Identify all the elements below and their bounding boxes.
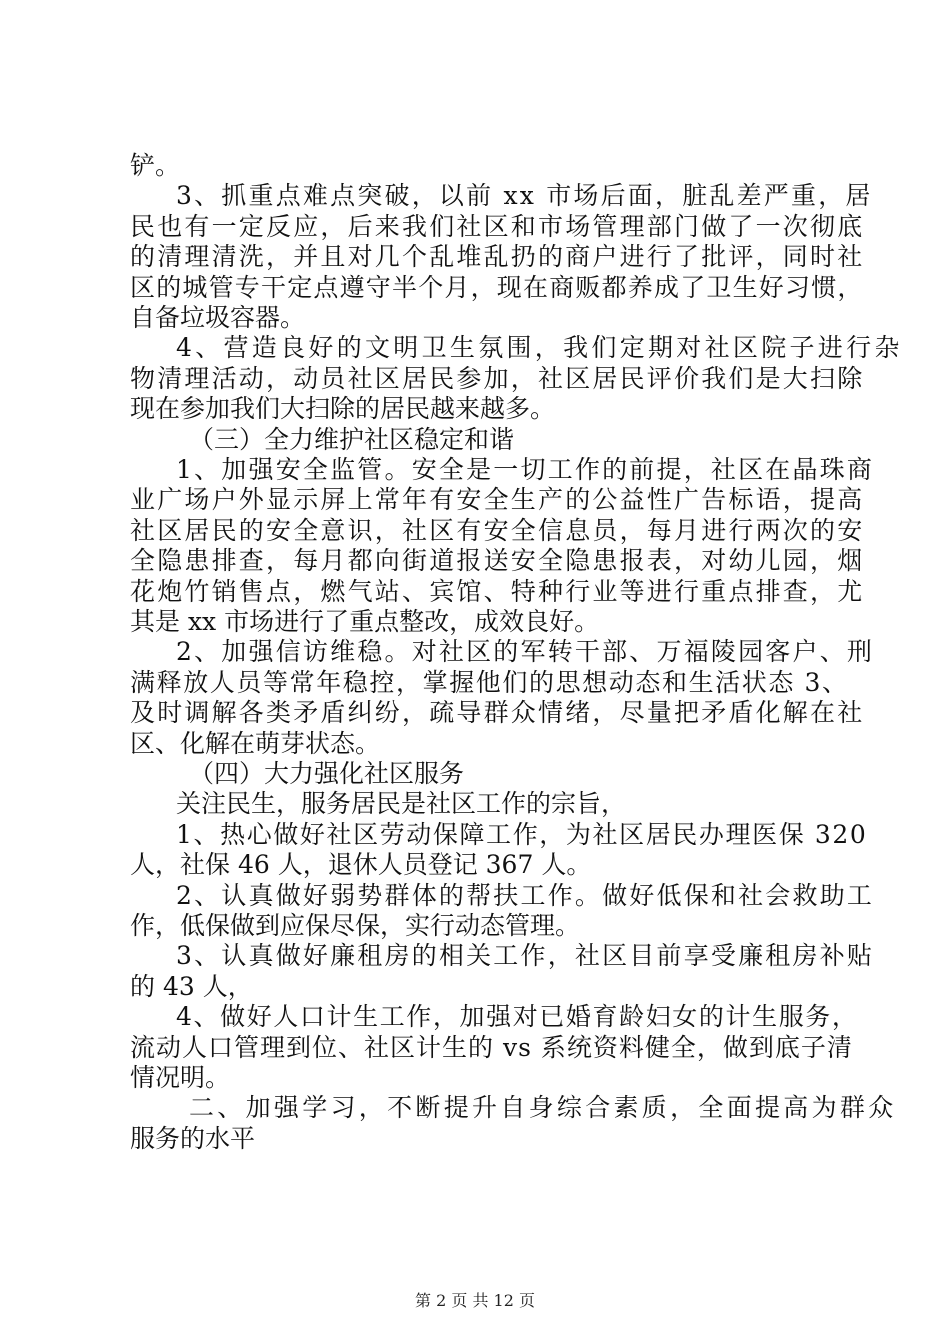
text-line: 作，低保做到应保尽保，实行动态管理。 <box>130 911 581 940</box>
text-line: 全隐患排查，每月都向街道报送安全隐患报表，对幼儿园，烟 <box>130 546 865 576</box>
text-line: 业广场户外显示屏上常年有安全生产的公益性广告标语，提高 <box>130 485 865 515</box>
text-line: 区、化解在萌芽状态。 <box>130 728 381 758</box>
text-line: 4、做好人口计生工作，加强对已婚育龄妇女的计生服务， <box>176 1002 859 1032</box>
text-line: 民也有一定反应，后来我们社区和市场管理部门做了一次彻底 <box>130 211 865 241</box>
text-line: 1、热心做好社区劳动保障工作，为社区居民办理医保 320 <box>176 819 868 849</box>
text-line: 4、营造良好的文明卫生氛围，我们定期对社区院子进行杂 <box>176 333 903 363</box>
text-line: 社区居民的安全意识，社区有安全信息员，每月进行两次的安 <box>130 515 865 545</box>
text-line: （三）全力维护社区稳定和谐 <box>189 424 515 454</box>
text-line: 现在参加我们大扫除的居民越来越多。 <box>130 394 556 424</box>
text-line: 3、认真做好廉租房的相关工作，社区目前享受廉租房补贴 <box>176 941 875 971</box>
text-line: 服务的水平 <box>130 1123 256 1153</box>
text-line: 区的城管专干定点遵守半个月，现在商贩都养成了卫生好习惯， <box>130 272 864 302</box>
text-line: 1、加强安全监管。安全是一切工作的前提，社区在晶珠商 <box>176 455 875 484</box>
text-line: 人，社保 46 人，退休人员登记 367 人。 <box>130 850 592 880</box>
text-line: 铲。 <box>130 151 181 180</box>
page-footer: 第 2 页 共 12 页 <box>415 1291 535 1310</box>
text-line: 其是 xx 市场进行了重点整改，成效良好。 <box>130 607 600 636</box>
text-line: 2、加强信访维稳。对社区的军转干部、万福陵园客户、刑 <box>176 637 875 667</box>
text-line: 流动人口管理到位、社区计生的 vs 系统资料健全，做到底子清 <box>130 1032 853 1062</box>
text-line: 关注民生，服务居民是社区工作的宗旨， <box>176 789 627 819</box>
text-line: 3、抓重点难点突破，以前 xx 市场后面，脏乱差严重，居 <box>176 181 873 211</box>
text-line: 花炮竹销售点，燃气站、宾馆、特种行业等进行重点排查，尤 <box>130 576 865 606</box>
text-line: 自备垃圾容器。 <box>130 303 306 332</box>
text-line: 的清理清洗，并且对几个乱堆乱扔的商户进行了批评，同时社 <box>130 242 865 272</box>
text-line: 满释放人员等常年稳控，掌握他们的思想动态和生活状态 3、 <box>130 667 849 697</box>
text-line: 物清理活动，动员社区居民参加，社区居民评价我们是大扫除 <box>130 363 865 393</box>
text-line: 2、认真做好弱势群体的帮扶工作。做好低保和社会救助工 <box>176 880 875 910</box>
text-line: （四）大力强化社区服务 <box>189 759 465 788</box>
text-line: 二、加强学习，不断提升自身综合素质，全面提高为群众 <box>189 1093 897 1123</box>
text-line: 情况明。 <box>130 1063 231 1092</box>
text-line: 的 43 人， <box>130 971 253 1001</box>
text-line: 及时调解各类矛盾纠纷，疏导群众情绪，尽量把矛盾化解在社 <box>130 698 865 728</box>
